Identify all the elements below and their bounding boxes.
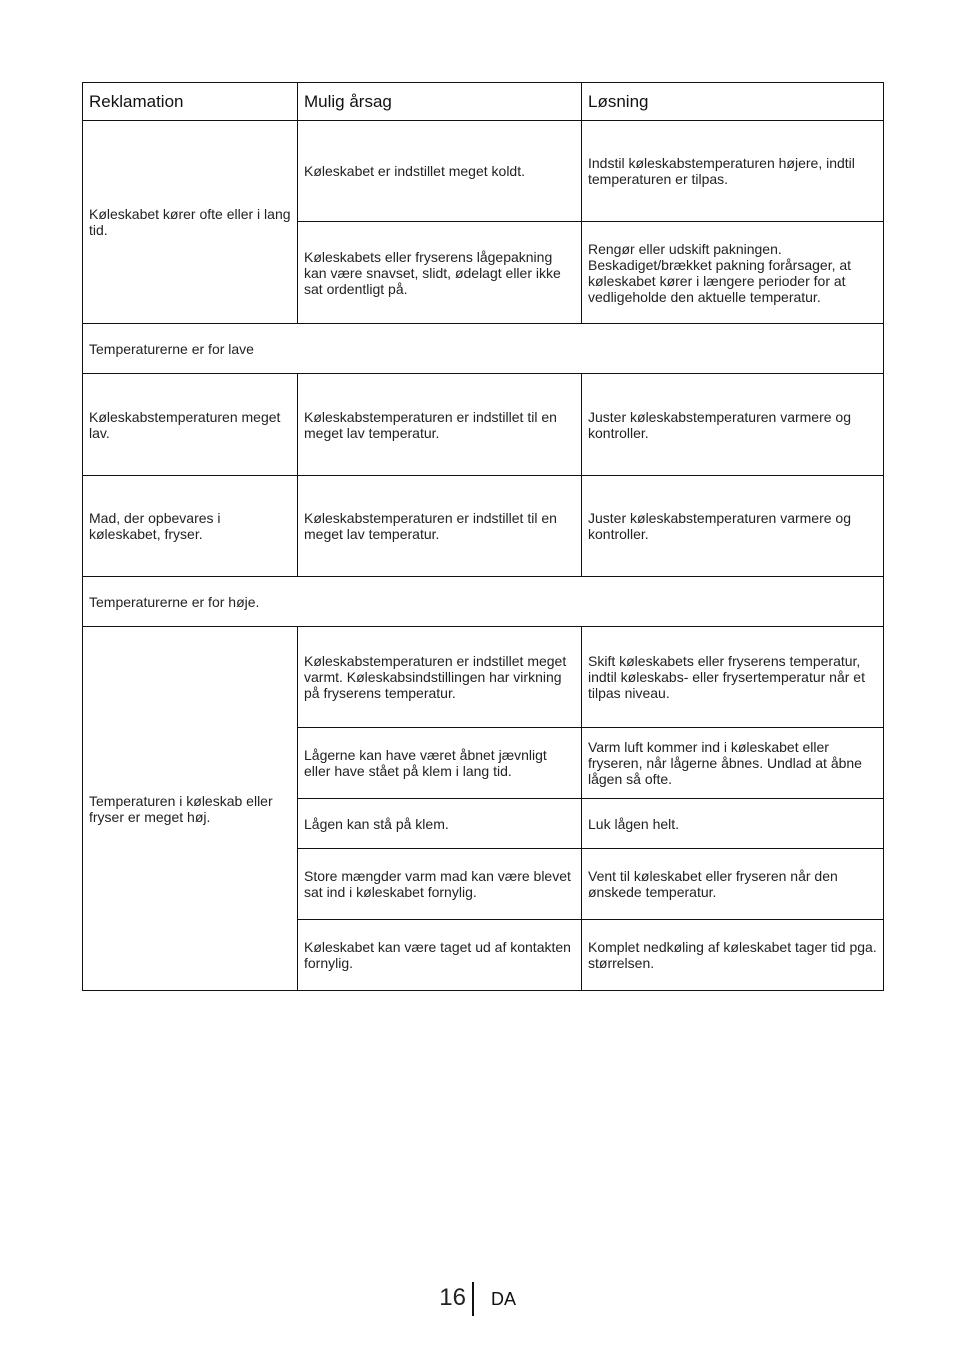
page-number: 16 [439,1284,466,1311]
complaint-cell: Mad, der opbevares i køleskabet, fryser. [83,476,298,577]
cause-cell: Køleskabet er indstillet meget koldt. [298,121,582,222]
solution-cell: Juster køleskabstemperaturen varmere og kontroller. [582,476,884,577]
solution-cell: Varm luft kommer ind i køleskabet eller fryseren, når lågerne åbnes. Undlad at åbne lågen så ofte. [582,728,884,799]
complaint-cell: Køleskabet kører ofte eller i lang tid. [83,121,298,324]
language-code: DA [491,1289,517,1309]
solution-cell: Rengør eller udskift pakningen. Beskadiget/brækket pakning forårsager, at køleskabet kører i længere perioder for at vedligeholde den aktuelle temperatur. [582,222,884,324]
cause-cell: Køleskabet kan være taget ud af kontakten fornylig. [298,920,582,991]
complaint-cell: Temperaturen i køleskab eller fryser er meget høj. [83,627,298,991]
cause-cell: Køleskabstemperaturen er indstillet til en meget lav temperatur. [298,374,582,476]
footer-divider [472,1282,474,1316]
section-row-low [83,324,884,374]
cause-cell: Køleskabstemperaturen er indstillet til en meget lav temperatur. [298,476,582,577]
cause-cell: Køleskabets eller fryserens lågepakning kan være snavset, slidt, ødelagt eller ikke sat ordentligt på. [298,222,582,324]
solution-cell: Skift køleskabets eller fryserens temperatur, indtil køleskabs- eller frysertemperatur når et tilpas niveau. [582,627,884,728]
cause-cell: Lågerne kan have været åbnet jævnligt eller have stået på klem i lang tid. [298,728,582,799]
table-row [83,627,884,728]
table-header-row [83,83,884,121]
complaint-cell: Køleskabstemperaturen meget lav. [83,374,298,476]
solution-cell: Komplet nedkøling af køleskabet tager tid pga. størrelsen. [582,920,884,991]
header-complaint: Reklamation [83,83,298,121]
cause-cell: Køleskabstemperaturen er indstillet meget varmt. Køleskabsindstillingen har virkning på fryserens temperatur. [298,627,582,728]
section-heading: Temperaturerne er for høje. [83,577,884,627]
header-cause: Mulig årsag [298,83,582,121]
solution-cell: Luk lågen helt. [582,799,884,849]
table-row [83,121,884,222]
header-solution: Løsning [582,83,884,121]
cause-cell: Lågen kan stå på klem. [298,799,582,849]
table-row [83,374,884,476]
solution-cell: Vent til køleskabet eller fryseren når den ønskede temperatur. [582,849,884,920]
solution-cell: Indstil køleskabstemperaturen højere, indtil temperaturen er tilpas. [582,121,884,222]
section-row-high [83,577,884,627]
cause-cell: Store mængder varm mad kan være blevet sat ind i køleskabet fornylig. [298,849,582,920]
table-row [83,476,884,577]
section-heading: Temperaturerne er for lave [83,324,884,374]
solution-cell: Juster køleskabstemperaturen varmere og kontroller. [582,374,884,476]
page-footer [0,1282,954,1316]
troubleshooting-table [82,82,884,991]
